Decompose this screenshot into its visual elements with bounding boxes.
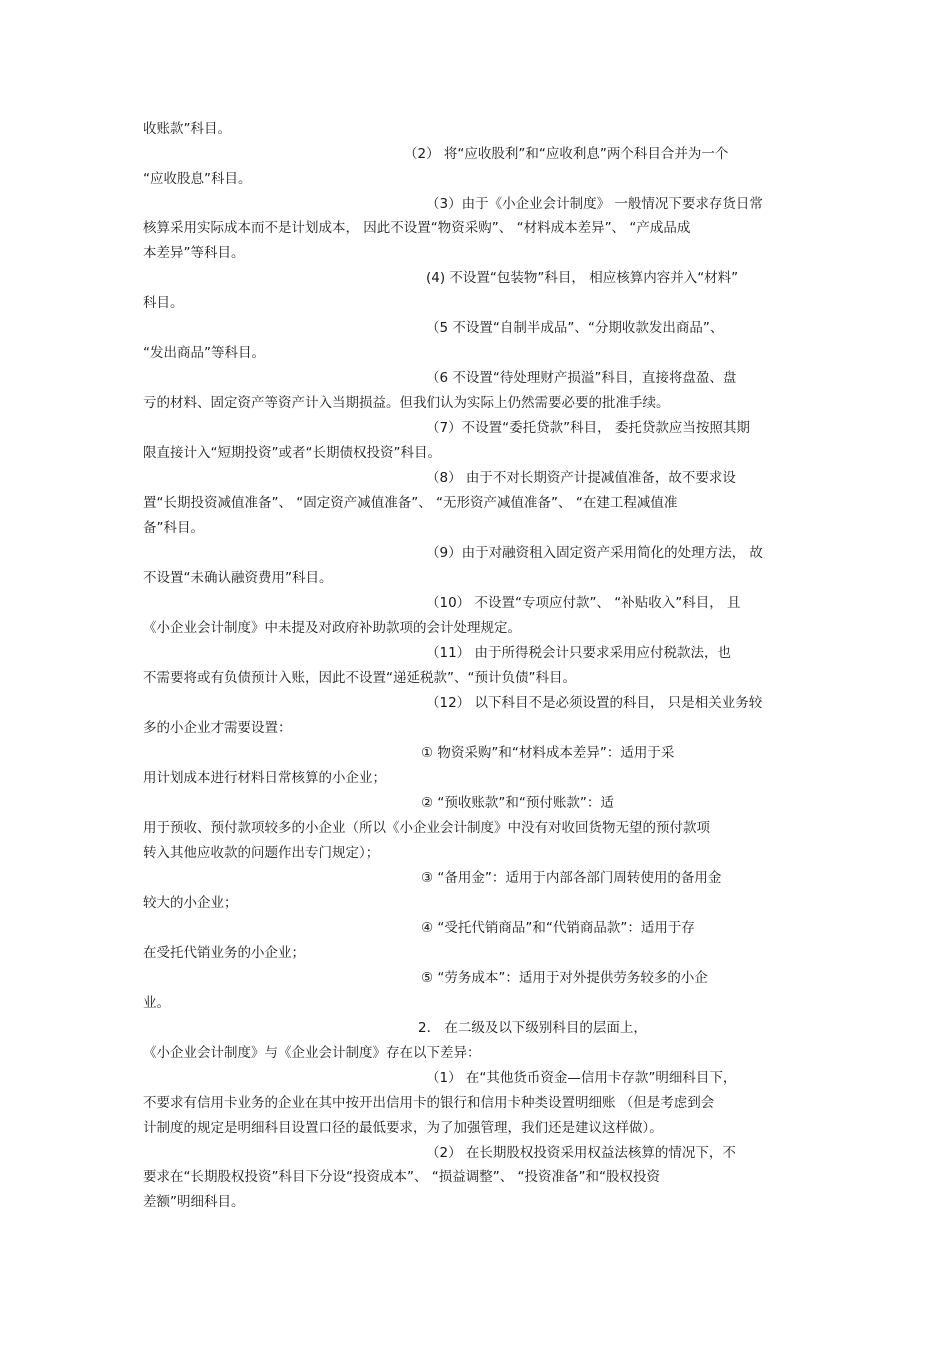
- text-line: 2． 在二级及以下级别科目的层面上，: [418, 1020, 647, 1036]
- text-line: (4) 不设置“包装物”科目， 相应核算内容并入“材料”: [426, 270, 739, 286]
- text-line: （1） 在“其他货币资金—信用卡存款”明细科目下，: [426, 1070, 737, 1086]
- text-line: 核算采用实际成本而不是计划成本， 因此不设置“物资采购”、 “材料成本差异”、 “产成品成: [143, 220, 691, 236]
- text-line: （2） 将“应收股利”和“应收利息”两个科目合并为一个: [404, 146, 729, 162]
- text-line: 《小企业会计制度》中未提及对政府补助款项的会计处理规定。: [143, 620, 521, 636]
- text-line: 计制度的规定是明细科目设置口径的最低要求，为了加强管理，我们还是建议这样做）。: [143, 1120, 663, 1136]
- text-line: 备”科目。: [143, 520, 204, 536]
- text-line: ② “预收账款”和“预付账款”：适: [421, 795, 614, 811]
- text-line: “发出商品”等科目。: [143, 345, 265, 361]
- text-line: 要求在“长期股权投资”科目下分设“投资成本”、 “损益调整”、 “投资准备”和“股权投资: [143, 1169, 661, 1185]
- text-line: 科目。: [143, 295, 184, 311]
- text-line: 转入其他应收款的问题作出专门规定）；: [143, 845, 380, 861]
- text-line: 用于预收、预付款项较多的小企业（所以《小企业会计制度》中没有对收回货物无望的预付款项: [143, 820, 710, 836]
- text-line: （11） 由于所得税会计只要求采用应付税款法，也: [426, 645, 731, 661]
- text-line: 亏的材料、固定资产等资产计入当期损益。但我们认为实际上仍然需要必要的批准手续。: [143, 395, 670, 411]
- text-line: 多的小企业才需要设置：: [143, 720, 292, 736]
- text-line: 置“长期投资减值准备”、 “固定资产减值准备”、 “无形资产减值准备”、 “在建工程减值准: [143, 495, 678, 511]
- text-line: （7）不设置“委托贷款”科目， 委托贷款应当按照其期: [426, 420, 750, 436]
- text-line: ③ “备用金”：适用于内部各部门周转使用的备用金: [421, 870, 722, 886]
- text-line: 《小企业会计制度》与《企业会计制度》存在以下差异：: [143, 1045, 481, 1061]
- text-line: ④ “受托代销商品”和“代销商品款”：适用于存: [421, 920, 695, 936]
- text-line: 收账款”科目。: [143, 121, 231, 137]
- text-line: 不需要将或有负债预计入账，因此不设置“递延税款”、“预计负债”科目。: [143, 670, 576, 686]
- text-line: （9）由于对融资租入固定资产采用简化的处理方法， 故: [426, 545, 763, 561]
- text-line: 本差异”等科目。: [143, 245, 245, 261]
- text-line: ⑤ “劳务成本”：适用于对外提供劳务较多的小企: [421, 970, 708, 986]
- text-line: 差额”明细科目。: [143, 1194, 245, 1210]
- text-line: 业。: [143, 995, 170, 1011]
- text-line: （8） 由于不对长期资产计提减值准备，故不要求设: [426, 470, 736, 486]
- text-line: 较大的小企业；: [143, 895, 238, 911]
- text-line: 不要求有信用卡业务的企业在其中按开出信用卡的银行和信用卡种类设置明细账 （但是考虑到会: [143, 1095, 715, 1111]
- text-line: “应收股息”科目。: [143, 171, 252, 187]
- text-line: （5 不设置“自制半成品”、“分期收款发出商品”、: [426, 320, 724, 336]
- text-line: 用计划成本进行材料日常核算的小企业；: [143, 770, 386, 786]
- text-line: 在受托代销业务的小企业；: [143, 945, 305, 961]
- text-line: ① 物资采购”和“材料成本差异”：适用于采: [421, 745, 675, 761]
- text-line: （2） 在长期股权投资采用权益法核算的情况下，不: [426, 1145, 736, 1161]
- text-line: （12） 以下科目不是必须设置的科目， 只是相关业务较: [426, 695, 763, 711]
- text-line: 不设置“未确认融资费用”科目。: [143, 570, 333, 586]
- text-line: （3）由于《小企业会计制度》 一般情况下要求存货日常: [426, 196, 763, 212]
- text-line: 限直接计入“短期投资”或者“长期债权投资”科目。: [143, 445, 441, 461]
- text-line: （6 不设置“待处理财产损溢”科目，直接将盘盈、盘: [426, 370, 737, 386]
- text-line: （10） 不设置“专项应付款”、 “补贴收入”科目， 且: [426, 595, 741, 611]
